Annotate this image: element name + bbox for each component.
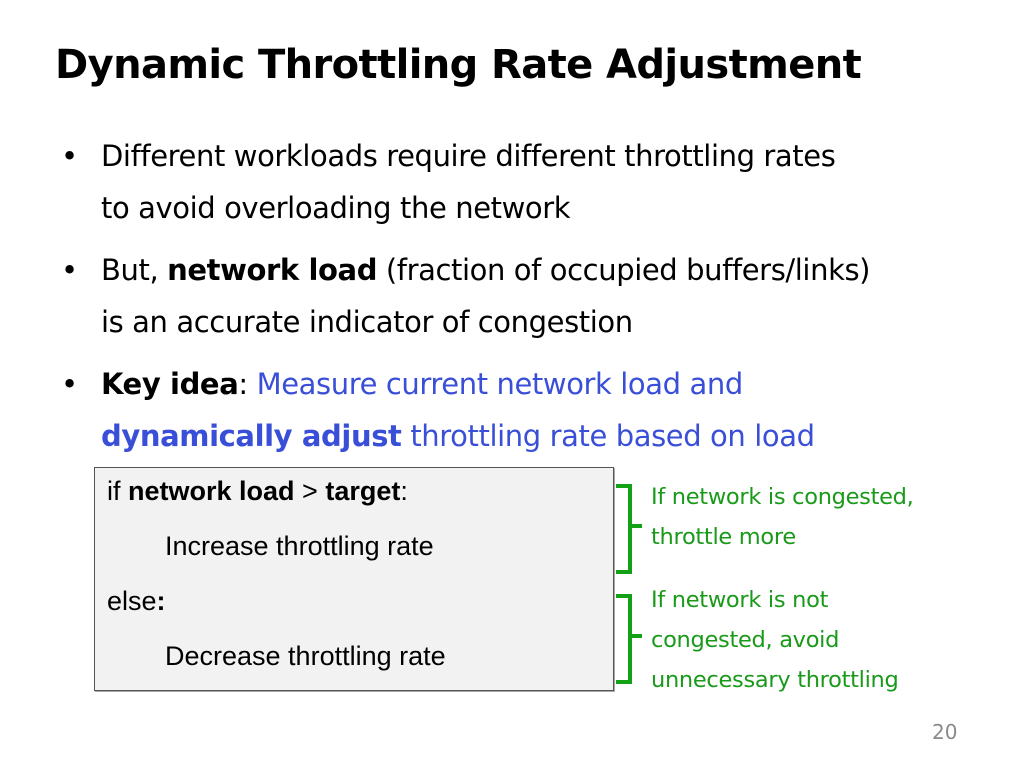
- bullet-list: [55, 130, 975, 472]
- code-variable: network load: [128, 476, 295, 506]
- bullet-item-network-load: [55, 244, 975, 348]
- code-colon: :: [400, 476, 408, 506]
- key-idea-text: Measure current network load and: [256, 367, 743, 401]
- bullet-dot-icon: •: [61, 367, 78, 401]
- bullet-dot-icon: •: [61, 253, 78, 287]
- bullet-text: is an accurate indicator of congestion: [101, 305, 633, 339]
- code-keyword: if: [107, 476, 129, 506]
- bullet-text: to avoid overloading the network: [101, 191, 571, 225]
- page-number: 20: [932, 720, 958, 744]
- bullet-line: [101, 410, 975, 462]
- bullet-dot-icon: •: [61, 139, 78, 173]
- annotation-text: throttle more: [651, 524, 796, 550]
- code-line-if: [107, 476, 408, 507]
- bullet-text: But,: [101, 253, 168, 287]
- key-idea-text: throttling rate based on load: [401, 419, 815, 453]
- code-line-increase: Increase throttling rate: [165, 531, 434, 561]
- brace-congested-icon: [612, 483, 646, 575]
- brace-not-congested-icon: [612, 593, 646, 685]
- annotation-text: If network is not: [651, 587, 829, 613]
- bullet-item-key-idea: [55, 358, 975, 462]
- bullet-line: [101, 358, 975, 410]
- code-line-decrease: Decrease throttling rate: [165, 641, 446, 671]
- bullet-text: (fraction of occupied buffers/links): [377, 253, 871, 287]
- key-idea-emphasis: dynamically adjust: [101, 419, 402, 453]
- key-idea-colon: :: [238, 367, 257, 401]
- pseudocode-box: [94, 467, 614, 691]
- code-keyword: else: [107, 586, 157, 616]
- code-operator: >: [294, 476, 326, 506]
- annotation-congested: [651, 477, 914, 557]
- annotation-text: If network is congested,: [651, 484, 914, 510]
- bullet-emphasis: network load: [167, 253, 378, 287]
- bullet-item-workloads: [55, 130, 975, 234]
- key-idea-label: Key idea: [101, 367, 239, 401]
- slide-title: Dynamic Throttling Rate Adjustment: [55, 42, 862, 88]
- annotation-not-congested: [651, 580, 898, 700]
- annotation-text: congested, avoid: [651, 627, 840, 653]
- bullet-text: Different workloads require different throttling rates: [101, 139, 836, 173]
- code-colon: :: [156, 586, 166, 616]
- annotation-text: unnecessary throttling: [651, 667, 899, 693]
- bullet-line: [101, 244, 975, 296]
- code-target: target: [325, 476, 401, 506]
- code-line-else: [107, 586, 166, 617]
